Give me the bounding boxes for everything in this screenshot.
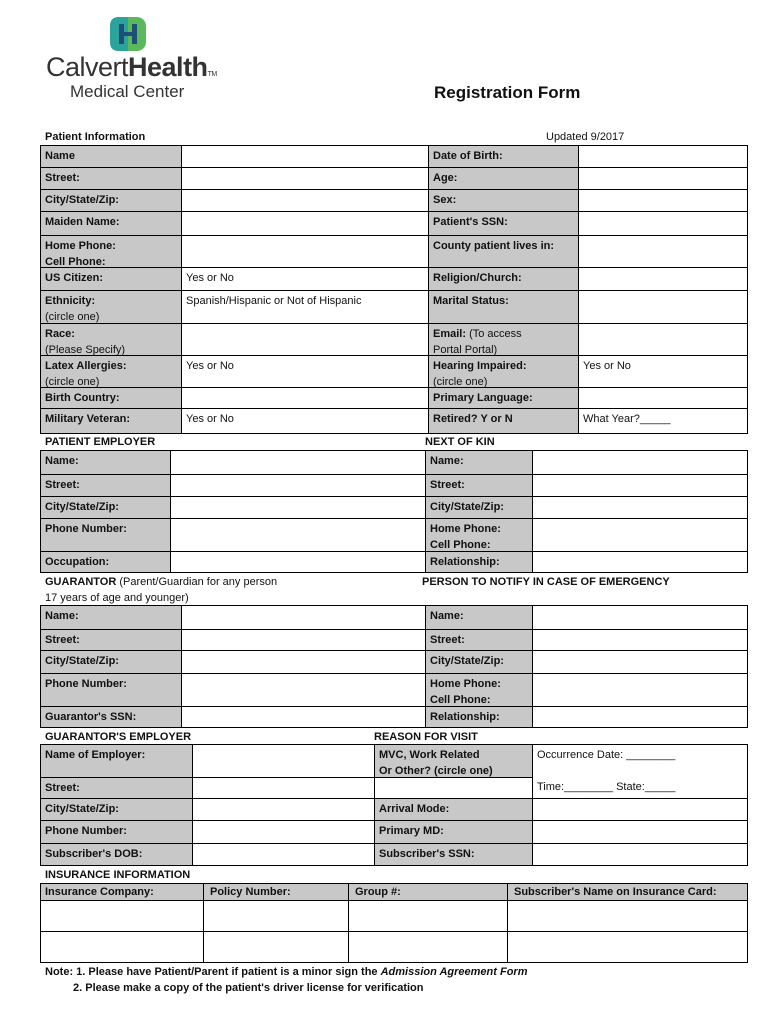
ethnicity-field[interactable]: Spanish/Hispanic or Not of Hispanic — [181, 290, 429, 324]
employer-name-label: Name: — [40, 450, 171, 475]
next-of-kin-section-label: NEXT OF KIN — [425, 436, 495, 448]
birth-country-field[interactable] — [181, 387, 429, 409]
primary-md-field[interactable] — [532, 820, 748, 844]
employer-city-field[interactable] — [170, 496, 426, 519]
us-citizen-label: US Citizen: — [40, 267, 182, 291]
latex-label: Latex Allergies: (circle one) — [40, 355, 182, 388]
arrival-field[interactable] — [532, 798, 748, 821]
city-label: City/State/Zip: — [40, 189, 182, 212]
brand-name — [46, 52, 217, 83]
marital-label: Marital Status: — [428, 290, 579, 324]
guarantor-phone-label: Phone Number: — [40, 673, 182, 707]
email-label: Email: (To access Portal Portal) — [428, 323, 579, 356]
note-2: 2. Please make a copy of the patient's driver license for verification — [73, 982, 424, 994]
insurance-section-label: INSURANCE INFORMATION — [45, 869, 191, 881]
us-citizen-field[interactable]: Yes or No — [181, 267, 429, 291]
marital-field[interactable] — [578, 290, 748, 324]
ethnicity-label: Ethnicity: (circle one) — [40, 290, 182, 324]
ge-city-field[interactable] — [192, 798, 375, 821]
note-1: Note: 1. Please have Patient/Parent if patient is a minor sign the Admission Agreement Form — [45, 966, 528, 978]
ge-phone-label: Phone Number: — [40, 820, 193, 844]
guarantor-employer-section-label: GUARANTOR'S EMPLOYER — [45, 731, 192, 743]
form-title: Registration Form — [434, 83, 581, 102]
name-field[interactable] — [181, 145, 429, 168]
kin-city-label: City/State/Zip: — [425, 496, 533, 519]
guarantor-ssn-label: Guarantor's SSN: — [40, 706, 182, 728]
maiden-label: Maiden Name: — [40, 211, 182, 236]
email-field[interactable] — [578, 323, 748, 356]
county-field[interactable] — [578, 235, 748, 268]
brand-bold: Health — [128, 52, 208, 82]
ge-street-label: Street: — [40, 777, 193, 799]
kin-street-field[interactable] — [532, 474, 748, 497]
city-field[interactable] — [181, 189, 429, 212]
kin-phone-field[interactable] — [532, 518, 748, 552]
employer-street-label: Street: — [40, 474, 171, 497]
kin-name-field[interactable] — [532, 450, 748, 475]
kin-name-label: Name: — [425, 450, 533, 475]
occupation-field[interactable] — [170, 551, 426, 573]
hearing-label: Hearing Impaired: (circle one) — [428, 355, 579, 388]
ssn-label: Patient's SSN: — [428, 211, 579, 236]
employer-phone-label: Phone Number: — [40, 518, 171, 552]
calvert-health-logo-icon — [110, 17, 146, 51]
hearing-field[interactable]: Yes or No — [578, 355, 748, 388]
primary-language-label: Primary Language: — [428, 387, 579, 409]
ins-group-field-1[interactable] — [348, 900, 508, 932]
guarantor-name-field[interactable] — [181, 605, 426, 630]
ins-policy-field-1[interactable] — [203, 900, 349, 932]
dob-field[interactable] — [578, 145, 748, 168]
ins-subscriber-field-1[interactable] — [507, 900, 748, 932]
ins-company-field-1[interactable] — [40, 900, 204, 932]
street-field[interactable] — [181, 167, 429, 190]
ins-company-field-2[interactable] — [40, 931, 204, 963]
emergency-relationship-label: Relationship: — [425, 706, 533, 728]
mvc-answer-field[interactable] — [374, 777, 533, 799]
emergency-street-field[interactable] — [532, 629, 748, 651]
ge-phone-field[interactable] — [192, 820, 375, 844]
employer-street-field[interactable] — [170, 474, 426, 497]
occupation-label: Occupation: — [40, 551, 171, 573]
ins-policy-header: Policy Number: — [203, 883, 349, 901]
emergency-phone-label: Home Phone: Cell Phone: — [425, 673, 533, 707]
brand-light: Calvert — [46, 52, 129, 82]
mvc-label: MVC, Work Related Or Other? (circle one) — [374, 744, 533, 778]
ins-company-header: Insurance Company: — [40, 883, 204, 901]
occurrence-field[interactable]: Occurrence Date: ________ Time:________ State:_____ — [532, 744, 748, 799]
dob-label: Date of Birth: — [428, 145, 579, 168]
ins-subscriber-header: Subscriber's Name on Insurance Card: — [507, 883, 748, 901]
emergency-city-label: City/State/Zip: — [425, 650, 533, 674]
race-field[interactable] — [181, 323, 429, 356]
ins-policy-field-2[interactable] — [203, 931, 349, 963]
phone-field[interactable] — [181, 235, 429, 268]
sub-ssn-field[interactable] — [532, 843, 748, 866]
sub-dob-field[interactable] — [192, 843, 375, 866]
emergency-relationship-field[interactable] — [532, 706, 748, 728]
age-label: Age: — [428, 167, 579, 190]
guarantor-name-label: Name: — [40, 605, 182, 630]
ge-name-label: Name of Employer: — [40, 744, 193, 778]
updated-date: Updated 9/2017 — [546, 131, 625, 143]
ins-group-field-2[interactable] — [348, 931, 508, 963]
guarantor-ssn-field[interactable] — [181, 706, 426, 728]
ins-subscriber-field-2[interactable] — [507, 931, 748, 963]
ge-city-label: City/State/Zip: — [40, 798, 193, 821]
emergency-phone-field[interactable] — [532, 673, 748, 707]
employer-name-field[interactable] — [170, 450, 426, 475]
race-label: Race: (Please Specify) — [40, 323, 182, 356]
kin-city-field[interactable] — [532, 496, 748, 519]
military-label: Military Veteran: — [40, 408, 182, 434]
guarantor-street-label: Street: — [40, 629, 182, 651]
name-label: Name — [40, 145, 182, 168]
guarantor-city-label: City/State/Zip: — [40, 650, 182, 674]
sub-dob-label: Subscriber's DOB: — [40, 843, 193, 866]
emergency-name-label: Name: — [425, 605, 533, 630]
ins-group-header: Group #: — [348, 883, 508, 901]
employer-phone-field[interactable] — [170, 518, 426, 552]
religion-label: Religion/Church: — [428, 267, 579, 291]
kin-relationship-label: Relationship: — [425, 551, 533, 573]
arrival-label: Arrival Mode: — [374, 798, 533, 821]
employer-city-label: City/State/Zip: — [40, 496, 171, 519]
age-field[interactable] — [578, 167, 748, 190]
sex-label: Sex: — [428, 189, 579, 212]
retired-year-field[interactable]: What Year?_____ — [578, 408, 748, 434]
street-label: Street: — [40, 167, 182, 190]
employer-section-label: PATIENT EMPLOYER — [45, 436, 156, 448]
phone-label: Home Phone: Cell Phone: — [40, 235, 182, 268]
maiden-field[interactable] — [181, 211, 429, 236]
guarantor-city-field[interactable] — [181, 650, 426, 674]
guarantor-phone-field[interactable] — [181, 673, 426, 707]
primary-md-label: Primary MD: — [374, 820, 533, 844]
ge-street-field[interactable] — [192, 777, 375, 799]
guarantor-street-field[interactable] — [181, 629, 426, 651]
ge-name-field[interactable] — [192, 744, 375, 778]
sub-ssn-label: Subscriber's SSN: — [374, 843, 533, 866]
emergency-street-label: Street: — [425, 629, 533, 651]
sex-field[interactable] — [578, 189, 748, 212]
brand-subtitle: Medical Center — [70, 82, 185, 101]
latex-field[interactable]: Yes or No — [181, 355, 429, 388]
kin-relationship-field[interactable] — [532, 551, 748, 573]
trademark: TM — [207, 71, 217, 78]
primary-language-field[interactable] — [578, 387, 748, 409]
ssn-field[interactable] — [578, 211, 748, 236]
kin-phone-label: Home Phone: Cell Phone: — [425, 518, 533, 552]
emergency-name-field[interactable] — [532, 605, 748, 630]
emergency-section-label: PERSON TO NOTIFY IN CASE OF EMERGENCY — [422, 576, 670, 588]
patient-section-label: Patient Information — [45, 131, 146, 143]
retired-label: Retired? Y or N — [428, 408, 579, 434]
county-label: County patient lives in: — [428, 235, 579, 268]
visit-section-label: REASON FOR VISIT — [374, 731, 478, 743]
guarantor-section-note: 17 years of age and younger) — [45, 592, 189, 604]
religion-field[interactable] — [578, 267, 748, 291]
military-field[interactable]: Yes or No — [181, 408, 429, 434]
guarantor-section-label: GUARANTOR (Parent/Guardian for any person — [45, 576, 278, 588]
emergency-city-field[interactable] — [532, 650, 748, 674]
kin-street-label: Street: — [425, 474, 533, 497]
birth-country-label: Birth Country: — [40, 387, 182, 409]
